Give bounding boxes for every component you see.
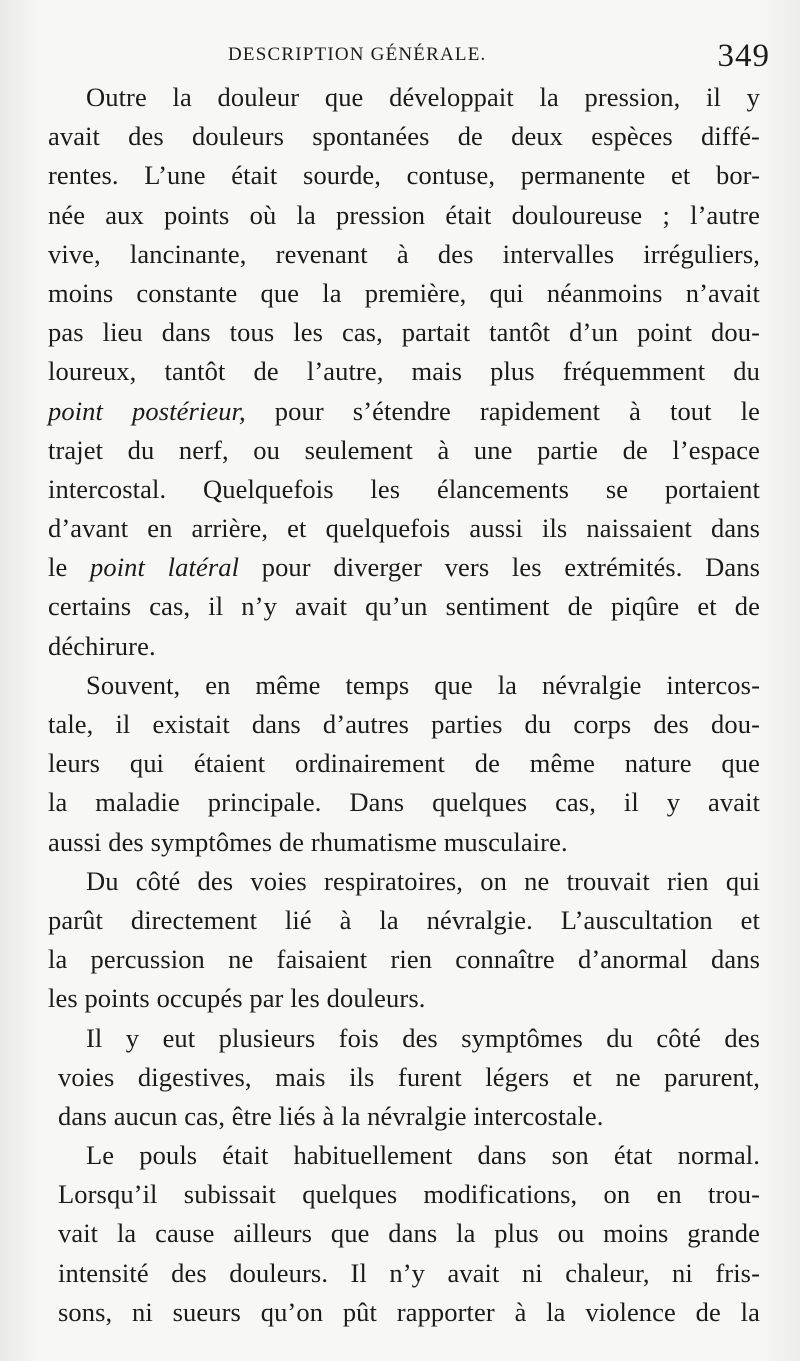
text-line: d’avant en arrière, et quelquefois aussi ils naissaient dans	[48, 513, 760, 544]
text-line: certains cas, il n’y avait qu’un sentiment de piqûre et de	[48, 591, 760, 622]
text-line: sons, ni sueurs qu’on pût rapporter à la violence de la	[58, 1296, 760, 1327]
text-line: aussi des symptômes de rhumatisme musculaire.	[48, 826, 568, 857]
page-header	[228, 38, 770, 78]
text-line: parût directement lié à la névralgie. L’auscultation et	[48, 904, 760, 935]
text-line: Souvent, en même temps que la névralgie intercos-	[86, 669, 760, 700]
body-text	[48, 78, 760, 1332]
text-line: rentes. L’une était sourde, contuse, permanente et bor-	[48, 160, 760, 191]
text-line: voies digestives, mais ils furent légers et ne parurent,	[58, 1061, 760, 1092]
text-line: dans aucun cas, être liés à la névralgie intercostale.	[58, 1100, 604, 1131]
text-line: avait des douleurs spontanées de deux espèces diffé-	[48, 121, 760, 152]
text-line: loureux, tantôt de l’autre, mais plus fréquemment du	[48, 356, 760, 387]
text-line: intensité des douleurs. Il n’y avait ni chaleur, ni fris-	[58, 1257, 760, 1288]
text-line: Outre la douleur que développait la pression, il y	[86, 82, 760, 112]
text-line: vait la cause ailleurs que dans la plus ou moins grande	[58, 1218, 760, 1249]
text-line: déchirure.	[48, 630, 156, 661]
text-line: vive, lancinante, revenant à des intervalles irréguliers,	[48, 238, 760, 269]
italic-term: point latéral	[90, 552, 240, 583]
text-line: la percussion ne faisaient rien connaître d’anormal dans	[48, 944, 760, 975]
text-line: intercostal. Quelquefois les élancements se portaient	[48, 473, 760, 504]
text-line: tale, il existait dans d’autres parties du corps des dou-	[48, 709, 760, 739]
text-line: moins constante que la première, qui néanmoins n’avait	[48, 277, 760, 308]
text-line: Lorsqu’il subissait quelques modifications, on en trou-	[58, 1179, 760, 1210]
text-line: née aux points où la pression était douloureuse ; l’autre	[48, 199, 760, 230]
text-line: les points occupés par les douleurs.	[48, 983, 426, 1014]
text-line	[48, 548, 760, 587]
running-title: DESCRIPTION GÉNÉRALE.	[228, 44, 487, 65]
text-line: leurs qui étaient ordinairement de même nature que	[48, 748, 760, 779]
text-run: pour s’étendre rapidement à tout le	[245, 395, 760, 426]
text-line: pas lieu dans tous les cas, partait tantôt d’un point dou-	[48, 317, 760, 348]
text-run: pour diverger vers les extrémités. Dans	[239, 552, 760, 583]
text-line: Du côté des voies respiratoires, on ne trouvait rien qui	[86, 865, 760, 896]
text-line: la maladie principale. Dans quelques cas, il y avait	[48, 787, 760, 818]
text-line: Il y eut plusieurs fois des symptômes du côté des	[86, 1022, 760, 1053]
italic-term: point postérieur,	[48, 395, 246, 426]
text-line: trajet du nerf, ou seulement à une partie de l’espace	[48, 434, 760, 465]
text-run: le	[48, 552, 91, 583]
page-number: 349	[717, 38, 770, 74]
text-line	[48, 392, 760, 431]
text-line: Le pouls était habituellement dans son état normal.	[86, 1140, 760, 1171]
